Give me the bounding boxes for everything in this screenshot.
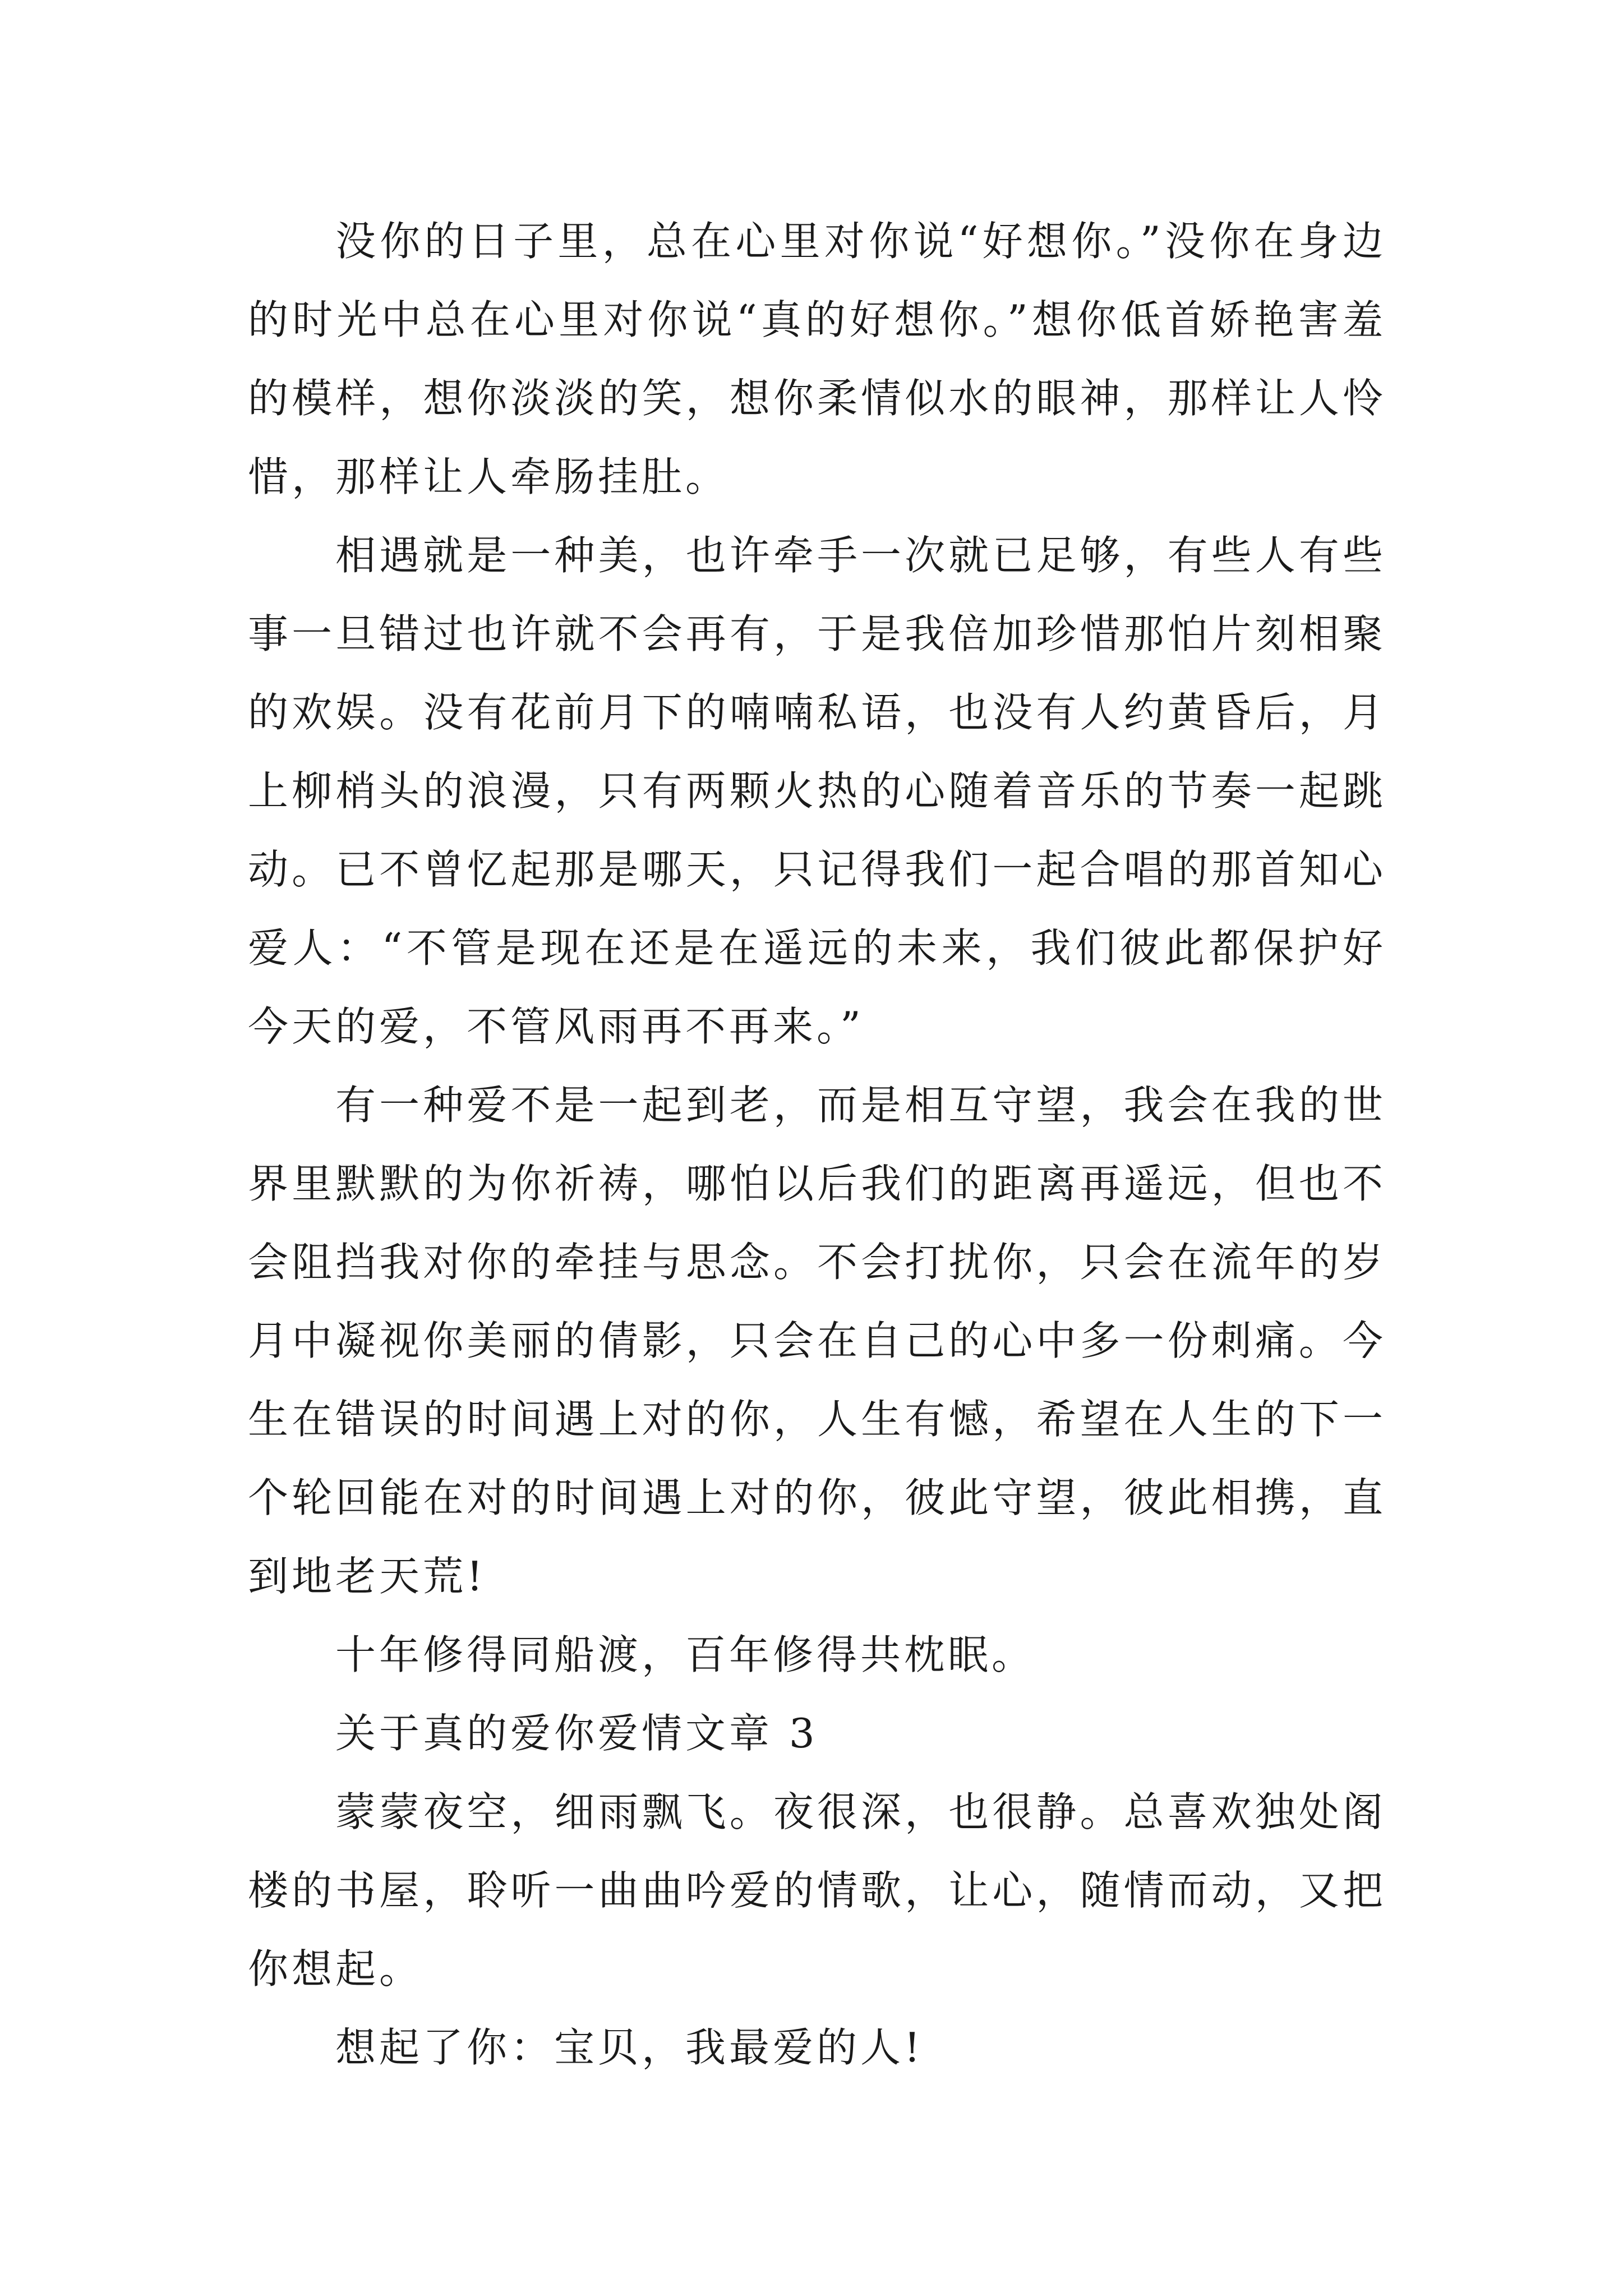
article-body	[248, 202, 1386, 2087]
paragraph-night-sky: 蒙蒙夜空，细雨飘飞。夜很深，也很静。总喜欢独处阁楼的书屋，聆听一曲曲吟爱的情歌，让心，随情而动，又把你想起。	[248, 1788, 1386, 1993]
paragraph-mutual-watch: 有一种爱不是一起到老，而是相互守望，我会在我的世界里默默的为你祈祷，哪怕以后我们的距离再遥远，但也不会阻挡我对你的牵挂与思念。不会打扰你，只会在流年的岁月中凝视你美丽的倩影，只会在自己的心中多一份刺痛。今生在错误的时间遇上对的你，人生有憾，希望在人生的下一个轮回能在对的时间遇上对的你，彼此守望，彼此相携，直到地老天荒!	[248, 1082, 1386, 1600]
paragraph-missing-you: 没你的日子里，总在心里对你说“好想你。”没你在身边的时光中总在心里对你说“真的好想你。”想你低首娇艳害羞的模样，想你淡淡的笑，想你柔情似水的眼神，那样让人怜惜，那样让人牵肠挂肚。	[248, 218, 1386, 500]
paragraph-thinking-of-you: 想起了你：宝贝，我最爱的人!	[335, 2024, 924, 2071]
paragraph-proverb: 十年修得同船渡，百年修得共枕眠。	[335, 1631, 1036, 1678]
paragraph-encounter: 相遇就是一种美，也许牵手一次就已足够，有些人有些事一旦错过也许就不会再有，于是我倍加珍惜那怕片刻相聚的欢娱。没有花前月下的喃喃私语，也没有人约黄昏后，月上柳梢头的浪漫，只有两颗火热的心随着音乐的节奏一起跳动。已不曾忆起那是哪天，只记得我们一起合唱的那首知心爱人：“不管是现在还是在遥远的未来，我们彼此都保护好今天的爱，不管风雨再不再来。”	[248, 532, 1386, 1050]
section-heading: 关于真的爱你爱情文章 3	[335, 1710, 818, 1757]
